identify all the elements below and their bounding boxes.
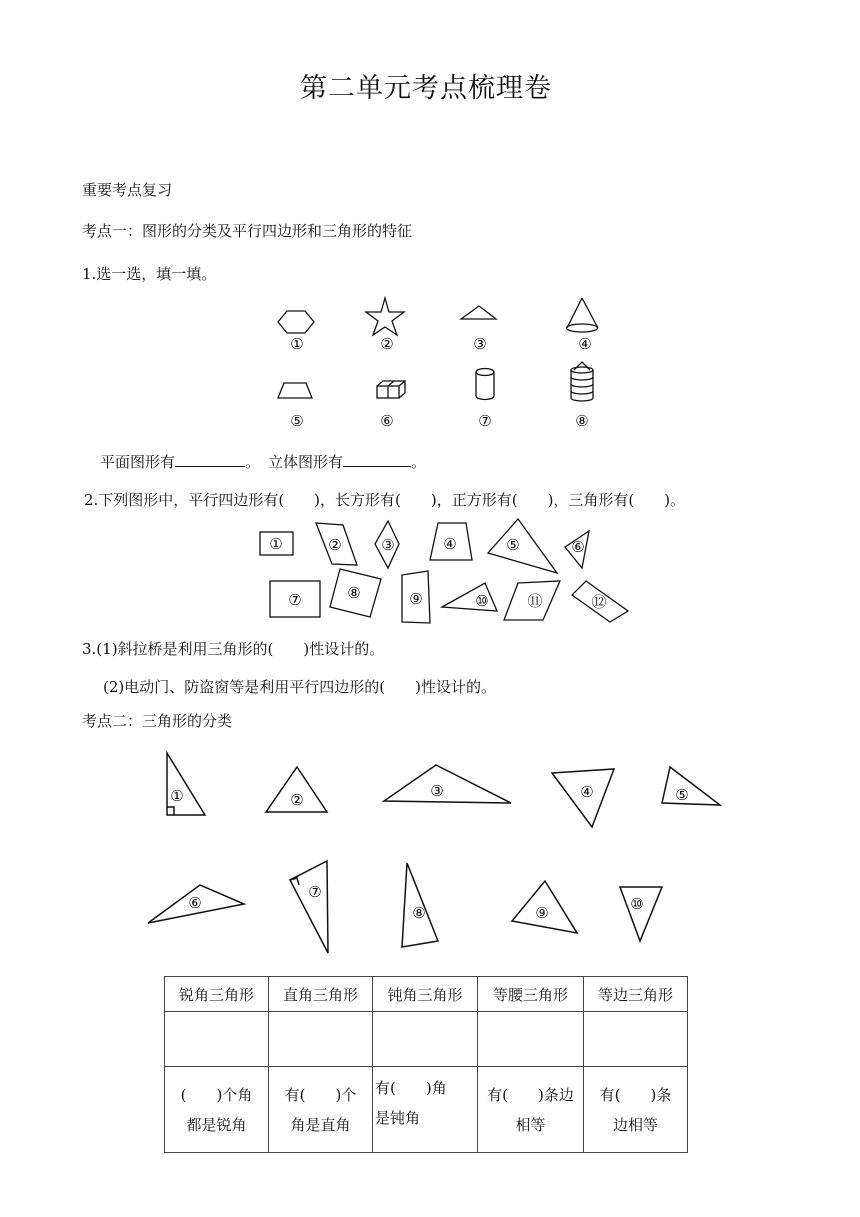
q2-label: ⑫ (591, 593, 607, 611)
q2-label: ⑩ (475, 592, 489, 610)
q1-label: ③ (473, 335, 487, 353)
desc-line: 都是锐角 (186, 1115, 247, 1134)
kp2-label: ⑤ (675, 786, 689, 804)
desc-cell (373, 1067, 478, 1153)
solid-label: 立体图形有 (268, 453, 344, 471)
desc-cell (269, 1067, 373, 1153)
q1-label: ⑦ (478, 412, 492, 430)
triangle-figure (461, 306, 496, 319)
q2-figures (250, 515, 640, 630)
right-angle-mark (167, 807, 174, 815)
kp1-heading: 考点一：图形的分类及平行四边形和三角形的特征 (82, 222, 413, 240)
kp2-label: ② (290, 791, 304, 809)
q1-label: ⑧ (575, 412, 589, 430)
layered-cone-figure (571, 362, 593, 401)
kp2-label: ① (170, 787, 184, 805)
page-title: 第二单元考点梳理卷 (300, 73, 552, 104)
table-header: 等腰三角形 (478, 977, 584, 1012)
q2-prompt: 2.下列图形中，平行四边形有( )，长方形有( )，正方形有( )，三角形有( )。 (84, 491, 686, 509)
desc-line: 有( )个 (284, 1085, 357, 1104)
q2-label: ⑪ (527, 592, 543, 610)
plane-answer-blank[interactable] (175, 452, 245, 467)
hexagon-figure (278, 311, 314, 333)
q2-label: ③ (381, 536, 395, 554)
desc-line: 有( )条 (599, 1085, 672, 1104)
kp2-label: ⑧ (412, 904, 426, 922)
kp2-label: ⑨ (535, 904, 549, 922)
desc-line: 角是直角 (290, 1115, 351, 1134)
table-header: 锐角三角形 (165, 977, 269, 1012)
answer-cell[interactable] (269, 1012, 373, 1067)
desc-line: 相等 (515, 1115, 546, 1134)
desc-line: 是钝角 (375, 1109, 421, 1127)
fill-separator: 。 (245, 453, 261, 471)
desc-line: 有( )条边 (487, 1085, 574, 1104)
q2-label: ⑥ (571, 538, 585, 556)
kp2-label: ⑦ (308, 883, 322, 901)
cone-figure (567, 298, 599, 332)
table-desc-row (165, 1067, 688, 1153)
cylinder-figure (476, 369, 494, 400)
desc-line: 有( )角 (375, 1079, 447, 1097)
q1-label: ① (290, 335, 304, 353)
cuboid-figure (377, 381, 405, 398)
q1-figures (260, 290, 620, 435)
answer-cell[interactable] (584, 1012, 688, 1067)
solid-answer-blank[interactable] (343, 452, 411, 467)
triangle-classification-table (164, 976, 688, 1153)
q1-prompt: 1.选一选，填一填。 (82, 265, 217, 283)
q1-label: ② (380, 335, 394, 353)
q3-line2: (2)电动门、防盗窗等是利用平行四边形的( )性设计的。 (103, 678, 496, 696)
kp2-figures (140, 745, 740, 960)
star-figure (366, 298, 404, 335)
table-header: 钝角三角形 (373, 977, 478, 1012)
q1-label: ⑥ (380, 412, 394, 430)
q2-label: ① (269, 535, 283, 553)
kp2-label: ④ (580, 783, 594, 801)
answer-cell[interactable] (478, 1012, 584, 1067)
q1-label: ④ (578, 335, 592, 353)
triangle-3 (384, 765, 511, 803)
q1-label: ⑤ (290, 412, 304, 430)
table-header-row (165, 977, 688, 1012)
q2-label: ② (328, 536, 342, 554)
fill-end: 。 (411, 453, 427, 471)
q2-label: ⑦ (288, 591, 302, 609)
plane-label: 平面图形有 (100, 453, 176, 471)
trapezoid-figure (278, 383, 312, 398)
answer-cell[interactable] (165, 1012, 269, 1067)
kp2-label: ⑩ (630, 895, 644, 913)
desc-line: ( )个角 (180, 1085, 253, 1104)
answer-cell[interactable] (373, 1012, 478, 1067)
q2-label: ④ (443, 535, 457, 553)
triangle-5 (662, 767, 720, 805)
triangle-7 (290, 861, 328, 953)
shape-10 (442, 583, 497, 611)
desc-cell (478, 1067, 584, 1153)
kp2-label: ⑥ (188, 894, 202, 912)
q2-label: ⑤ (506, 536, 520, 554)
table-header: 直角三角形 (269, 977, 373, 1012)
section-heading: 重要考点复习 (82, 181, 173, 199)
q2-label: ⑨ (409, 590, 423, 608)
table-answer-row (165, 1012, 688, 1067)
kp2-heading: 考点二：三角形的分类 (82, 712, 233, 730)
shape-5 (488, 519, 557, 573)
desc-cell (165, 1067, 269, 1153)
kp2-label: ③ (430, 782, 444, 800)
triangle-1 (167, 753, 205, 815)
desc-cell (584, 1067, 688, 1153)
table-header: 等边三角形 (584, 977, 688, 1012)
q3-line1: 3.(1)斜拉桥是利用三角形的( )性设计的。 (82, 640, 385, 658)
q1-fill-line (100, 451, 426, 472)
desc-line: 边相等 (612, 1115, 658, 1134)
q2-label: ⑧ (347, 584, 361, 602)
